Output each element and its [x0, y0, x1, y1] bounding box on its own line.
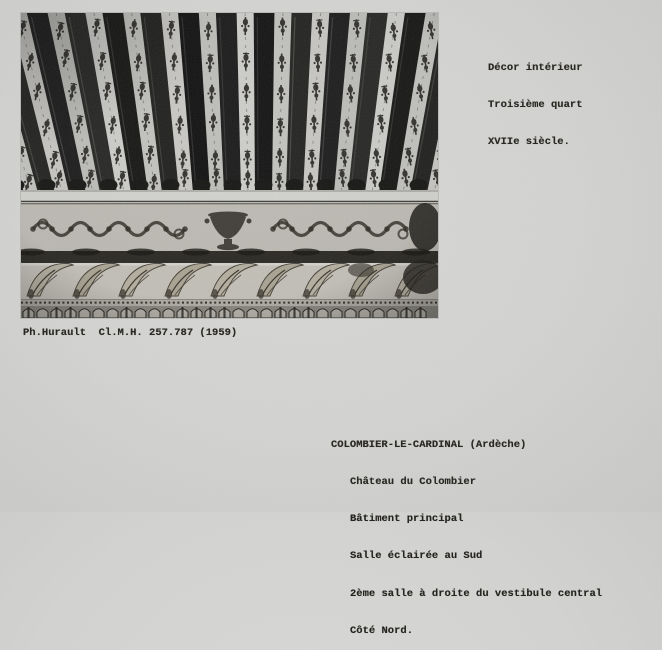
caption-line: Salle éclairée au Sud	[331, 550, 602, 562]
ceiling-photograph	[21, 13, 438, 318]
photographer-credit: Ph.Hurault Cl.M.H. 257.787 (1959)	[23, 327, 237, 339]
caption-line: 2ème salle à droite du vestibule central	[331, 588, 602, 600]
period-caption	[488, 37, 583, 161]
ceiling-photo-illustration	[21, 13, 438, 318]
caption-line: Château du Colombier	[331, 476, 602, 488]
caption-line: Troisième quart	[488, 99, 583, 111]
caption-line: COLOMBIER-LE-CARDINAL (Ardèche)	[331, 439, 602, 451]
caption-line: Bâtiment principal	[331, 513, 602, 525]
location-caption	[331, 414, 602, 650]
caption-line: XVIIe siècle.	[488, 136, 583, 148]
caption-line: Décor intérieur	[488, 62, 583, 74]
caption-line: Côté Nord.	[331, 625, 602, 637]
